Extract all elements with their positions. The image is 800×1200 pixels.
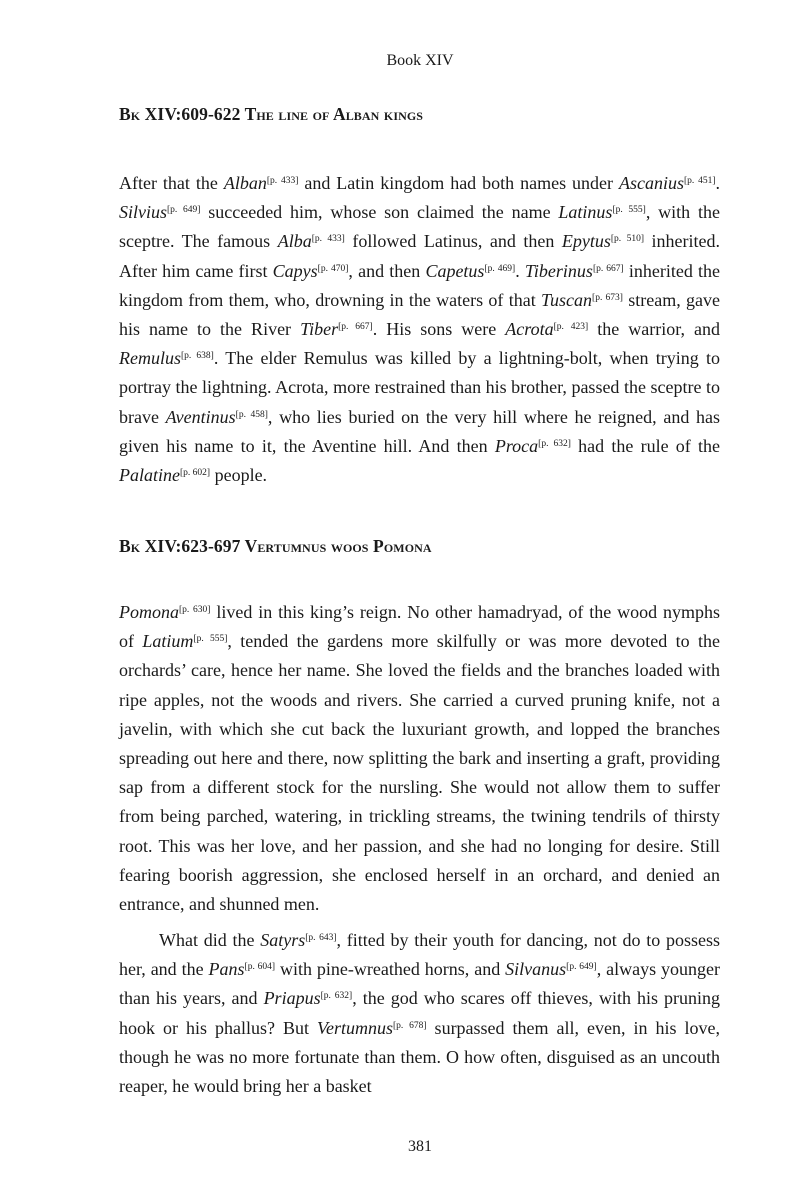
paragraph-alban-kings <box>119 169 720 490</box>
proper-name: Capetus <box>425 260 485 281</box>
page-reference: [p. 555] <box>193 634 228 645</box>
proper-name: Alba <box>277 231 312 252</box>
page-reference: [p. 510] <box>610 234 644 245</box>
text-run: . The elder Remulus was killed by a lightning-bolt, when trying to portray the lightning. Acrota, more restrained than his brother, passed the sceptre to brave <box>119 348 720 427</box>
text-run: lived in this king’s reign. No other hamadryad, of the wood nymphs of <box>119 602 720 652</box>
text-run: What did the <box>159 930 261 950</box>
page-number: 381 <box>408 1138 432 1155</box>
page-reference: [p. 470] <box>317 263 349 274</box>
page-reference: [p. 451] <box>683 176 716 186</box>
text-run: . His sons were <box>372 319 506 340</box>
paragraph-pomona <box>119 598 720 919</box>
proper-name: Pomona <box>119 602 179 622</box>
page-reference: [p. 630] <box>179 605 211 615</box>
text-run: After that the <box>119 173 224 193</box>
section-heading-vertumnus-pomona: Bk XIV:623-697 Vertumnus woos Pomona <box>119 536 432 556</box>
proper-name: Tuscan <box>541 289 593 310</box>
page-reference: [p. 433] <box>266 176 299 186</box>
page-reference: [p. 649] <box>167 205 201 216</box>
text-run: , who lies buried on the very hill where he reigned, and has given his name to it, the Aventine hill. And then <box>119 406 720 456</box>
proper-name: Silvanus <box>505 959 567 980</box>
proper-name: Alban <box>223 173 267 193</box>
text-run: . <box>715 173 721 193</box>
text-run: succeeded him, whose son claimed the name <box>200 202 559 223</box>
text-run: stream, gave his name to the River <box>119 289 720 340</box>
proper-name: Latinus <box>558 202 613 223</box>
page-reference: [p. 458] <box>235 409 268 420</box>
proper-name: Aventinus <box>165 406 236 427</box>
page-reference: [p. 667] <box>338 322 373 333</box>
proper-name: Capys <box>272 260 318 281</box>
text-run: and Latin kingdom had both names under <box>298 173 619 193</box>
proper-name: Ascanius <box>618 173 684 193</box>
page-reference: [p. 678] <box>392 1020 427 1031</box>
text-run: . <box>515 260 525 281</box>
proper-name: Epytus <box>561 231 611 252</box>
proper-name: Acrota <box>505 319 554 340</box>
proper-name: Tiberinus <box>524 260 593 281</box>
running-header: Book XIV <box>386 52 454 69</box>
page-reference: [p. 667] <box>592 263 624 274</box>
text-run: , tended the gardens more skilfully or was more devoted to the orchards’ care, hence her name. She loved the fields and the branches loaded with ripe apples, not the woods and rivers. She carried a curved pruning knife, not a javelin, with which she cut back the luxuriant growth, and lopped the branches spreading out here and there, now splitting the bark and inserting a graft, providing sap from a different stock for the nursling. She would not allow them to suffer from being parched, watering, in trickling streams, the twining tendrils of thirsty root. This was her love, and her passion, and she had no longing for desire. Still fearing boorish aggression, she enclosed herself in an orchard, and denied an entrance, and shunned men. <box>119 631 720 915</box>
section-heading-alban-kings: Bk XIV:609-622 The line of Alban kings <box>119 104 424 124</box>
page-reference: [p. 632] <box>320 991 353 1002</box>
page-reference: [p. 433] <box>311 234 345 245</box>
paragraph-satyrs <box>119 926 720 1101</box>
page-reference: [p. 555] <box>612 205 646 216</box>
proper-name: Palatine <box>119 465 180 486</box>
page-reference: [p. 643] <box>305 933 337 943</box>
text-run: , always younger than his years, and <box>119 959 721 1009</box>
text-run: , fitted by their youth for dancing, not do to possess her, and the <box>119 930 720 980</box>
page-reference: [p. 602] <box>180 468 211 479</box>
proper-name: Satyrs <box>260 930 306 950</box>
text-run: inherited the kingdom from them, who, drowning in the waters of that <box>119 260 721 310</box>
text-run: inherited. After him came first <box>119 231 720 281</box>
proper-name: Tiber <box>300 319 339 340</box>
page-reference: [p. 632] <box>538 438 571 449</box>
proper-name: Pans <box>208 959 245 980</box>
text-run: surpassed them all, even, in his love, though he was no more fortunate than them. O how often, disguised as an uncouth reaper, he would bring her a basket <box>119 1017 720 1097</box>
proper-name: Vertumnus <box>316 1017 393 1038</box>
page-reference: [p. 469] <box>484 263 516 274</box>
proper-name: Proca <box>494 435 539 456</box>
proper-name: Silvius <box>119 202 167 223</box>
proper-name: Priapus <box>263 988 321 1009</box>
text-run: with pine-wreathed horns, and <box>275 959 506 980</box>
text-run: had the rule of the <box>570 435 720 456</box>
text-run: people. <box>210 465 268 486</box>
proper-name: Latium <box>142 631 194 652</box>
text-run: , with the sceptre. The famous <box>119 202 720 252</box>
proper-name: Remulus <box>119 348 181 369</box>
page-reference: [p. 673] <box>592 292 623 303</box>
text-run: followed Latinus, and then <box>344 231 562 252</box>
text-run: , the god who scares off thieves, with his pruning hook or his phallus? But <box>119 988 720 1038</box>
text-run: the warrior, and <box>588 319 721 340</box>
page-reference: [p. 638] <box>181 351 214 362</box>
page-reference: [p. 423] <box>553 322 589 333</box>
page-reference: [p. 649] <box>566 962 597 973</box>
text-run: , and then <box>348 260 426 281</box>
page-reference: [p. 604] <box>244 962 276 973</box>
